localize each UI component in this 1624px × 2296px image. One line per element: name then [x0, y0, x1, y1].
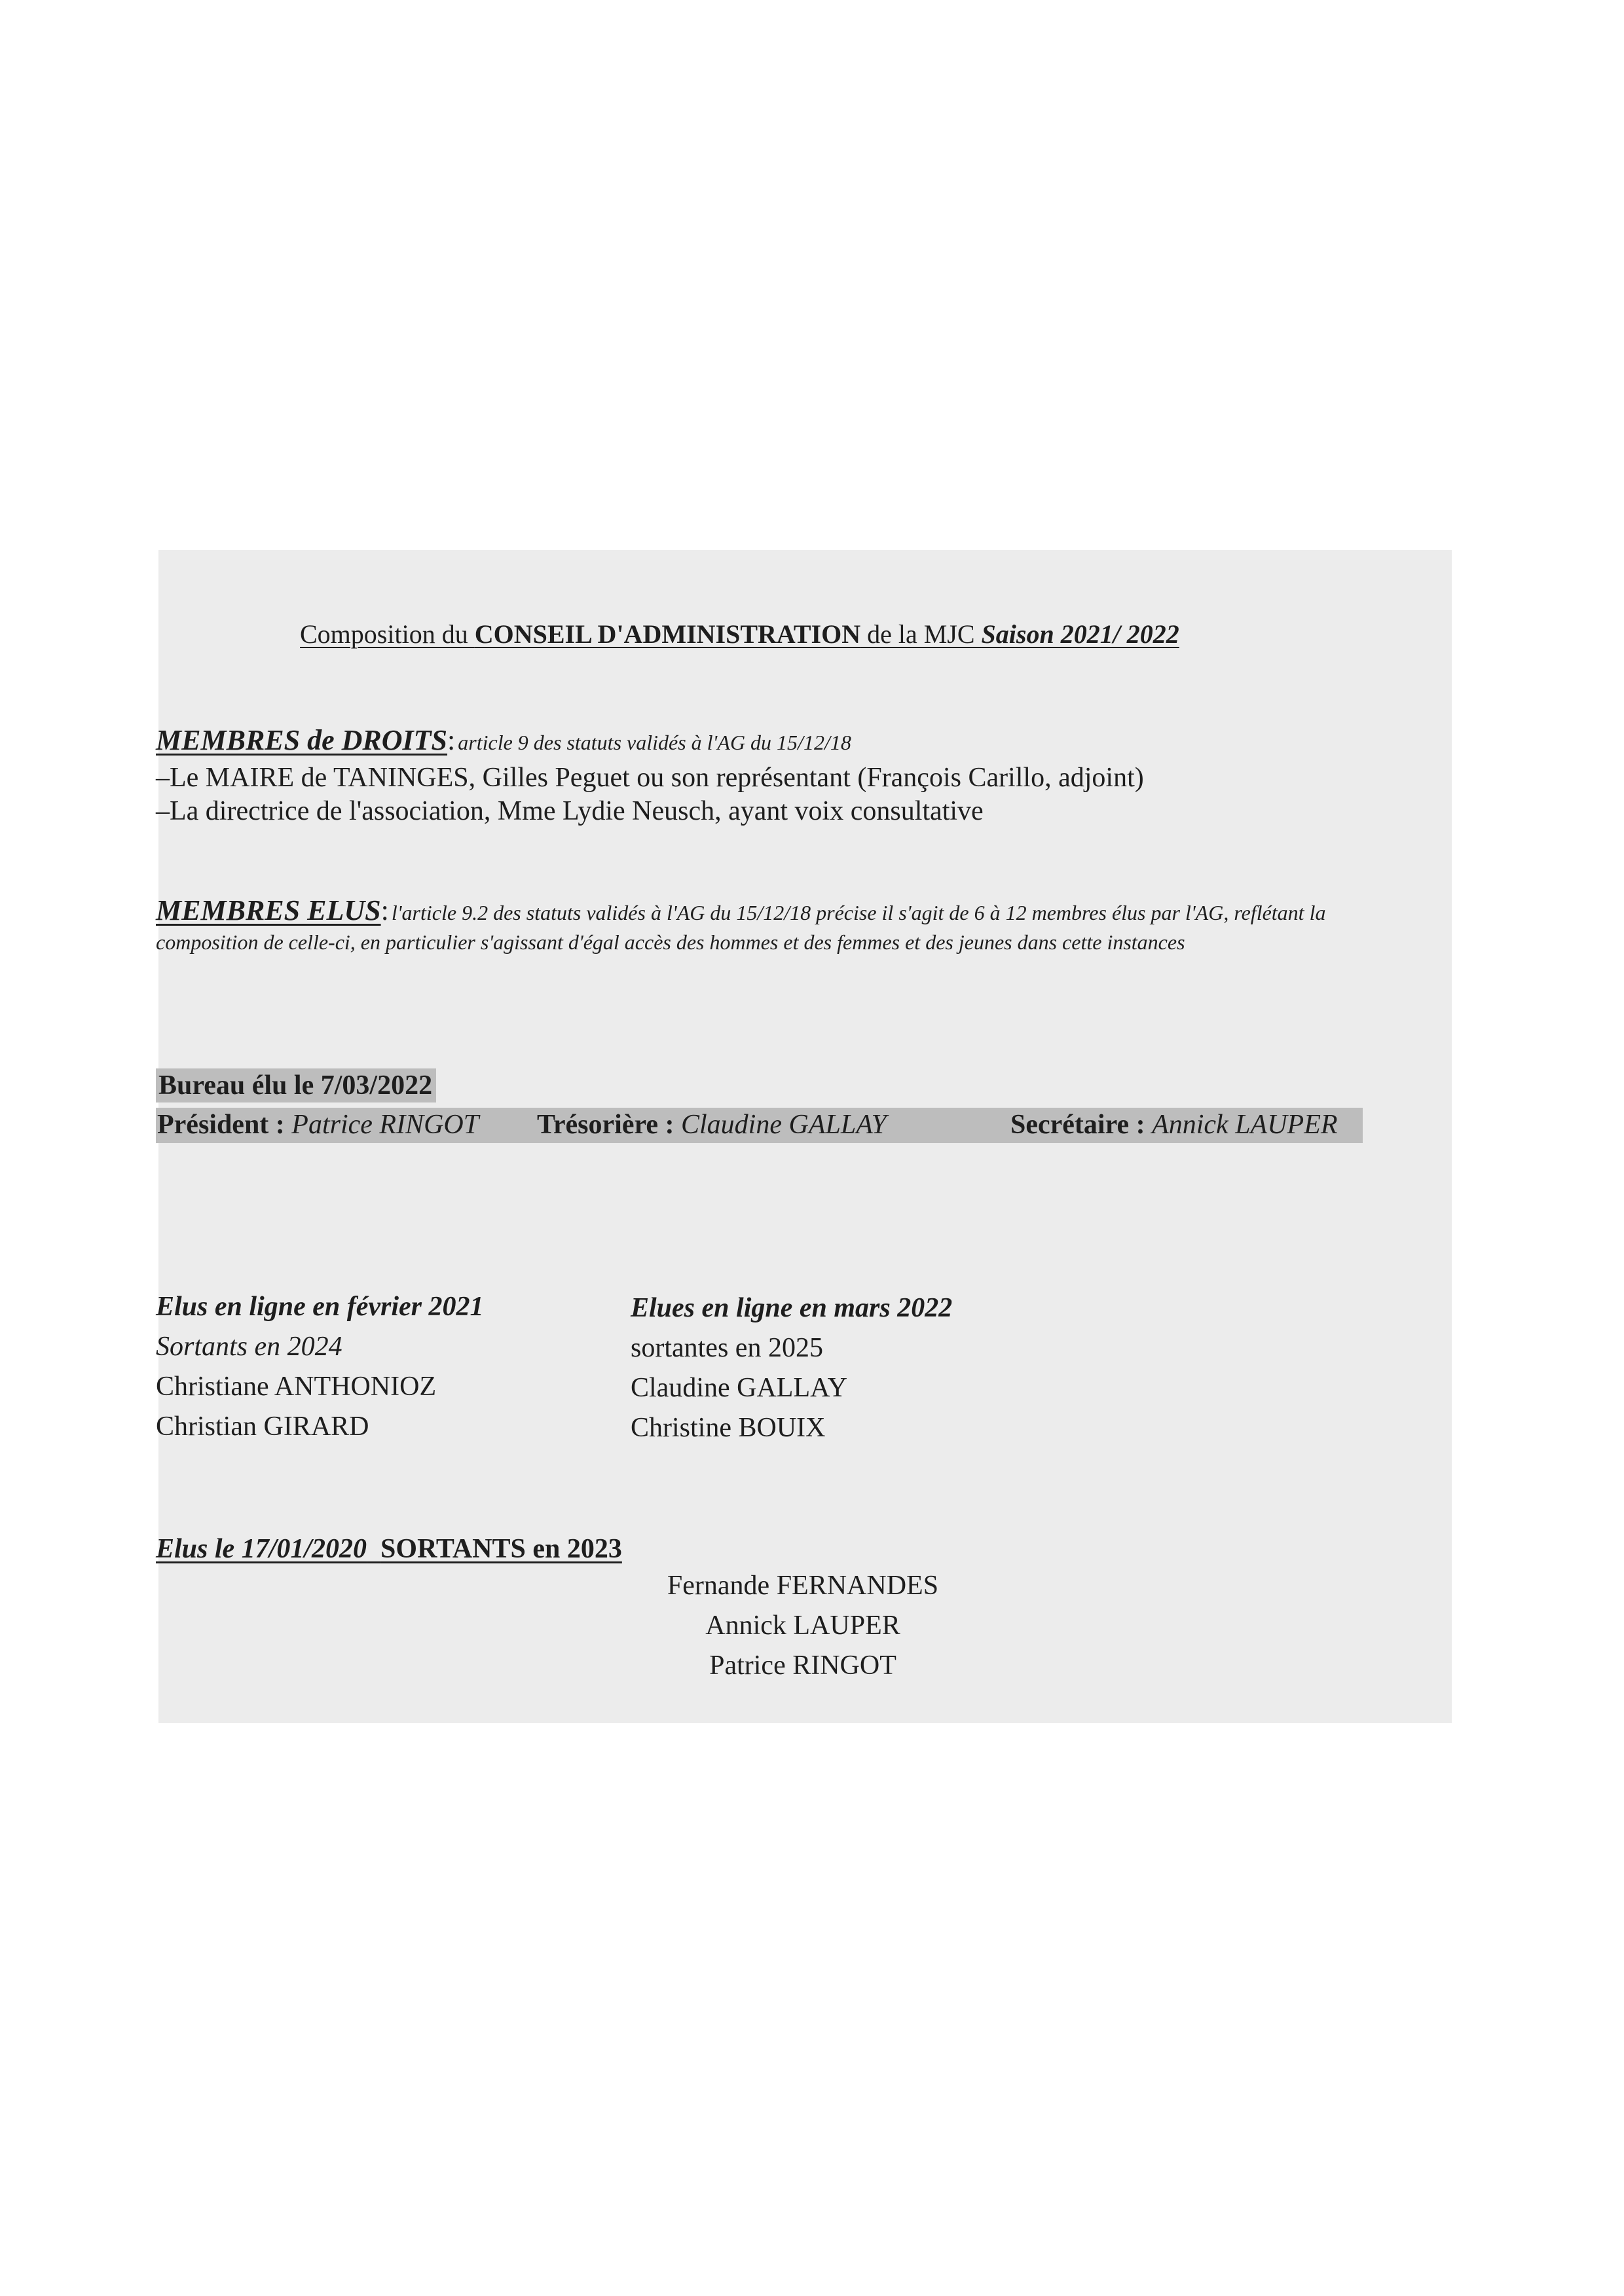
- secretaire-entry: [1010, 1109, 1338, 1140]
- title-strong: CONSEIL D'ADMINISTRATION: [474, 619, 861, 649]
- elus-2020-label: Elus le 17/01/2020: [156, 1534, 367, 1564]
- president-name: Patrice RINGOT: [291, 1110, 479, 1140]
- col-2022-heading: Elues en ligne en mars 2022: [631, 1293, 953, 1323]
- elus-2020-heading: [156, 1533, 622, 1565]
- membres-elus-block: [156, 894, 1387, 959]
- tresoriere-label: Trésorière :: [537, 1110, 674, 1140]
- membres-droits-heading-line: [156, 723, 851, 757]
- bureau-title: Bureau élu le 7/03/2022: [156, 1068, 436, 1102]
- title-season: Saison 2021/ 2022: [981, 619, 1179, 649]
- membres-elus-colon: :: [380, 894, 389, 926]
- elus-2020-sortants: SORTANTS en 2023: [380, 1534, 622, 1564]
- tresoriere-entry: [537, 1109, 887, 1140]
- document-title: [300, 619, 1179, 649]
- col-2021-member-2: Christian GIRARD: [156, 1412, 369, 1442]
- membres-elus-text: l'article 9.2 des statuts validés à l'AG du 15/12/18 précise il s'agit de 6 à 12 membres élus par l'AG, reflétant la composition de celle-ci, en particulier s'agissant d'égal accès des hommes et des femmes et des jeunes dans cette instances: [156, 901, 1326, 954]
- secretaire-name: Annick LAUPER: [1152, 1110, 1338, 1140]
- col-2021-sortants: Sortants en 2024: [156, 1332, 342, 1362]
- tresoriere-name: Claudine GALLAY: [681, 1110, 887, 1140]
- elus-2020-member-1: Fernande FERNANDES: [667, 1571, 939, 1601]
- col-2022-member-2: Christine BOUIX: [631, 1413, 826, 1443]
- membres-droits-note: article 9 des statuts validés à l'AG du 15/12/18: [458, 731, 851, 754]
- membres-droits-heading: MEMBRES de DROITS: [156, 724, 448, 756]
- elus-2020-member-2: Annick LAUPER: [705, 1611, 900, 1641]
- title-prefix: Composition du: [300, 619, 475, 649]
- bureau-row: [156, 1108, 1363, 1143]
- title-mid: de la MJC: [860, 619, 982, 649]
- membres-droits-line-2: –La directrice de l'association, Mme Lydie Neusch, ayant voix consultative: [156, 796, 984, 826]
- membres-elus-heading: MEMBRES ELUS: [156, 894, 381, 926]
- membres-droits-colon: :: [447, 724, 456, 756]
- col-2021-heading: Elus en ligne en février 2021: [156, 1292, 484, 1322]
- col-2021-member-1: Christiane ANTHONIOZ: [156, 1372, 437, 1402]
- membres-droits-line-1: –Le MAIRE de TANINGES, Gilles Peguet ou son représentant (François Carillo, adjoint): [156, 763, 1144, 793]
- col-2022-member-1: Claudine GALLAY: [631, 1373, 847, 1403]
- col-2022-sortants: sortantes en 2025: [631, 1333, 823, 1363]
- elus-2020-member-3: Patrice RINGOT: [709, 1650, 896, 1681]
- president-entry: [157, 1109, 479, 1140]
- president-label: Président :: [157, 1110, 285, 1140]
- secretaire-label: Secrétaire :: [1010, 1110, 1145, 1140]
